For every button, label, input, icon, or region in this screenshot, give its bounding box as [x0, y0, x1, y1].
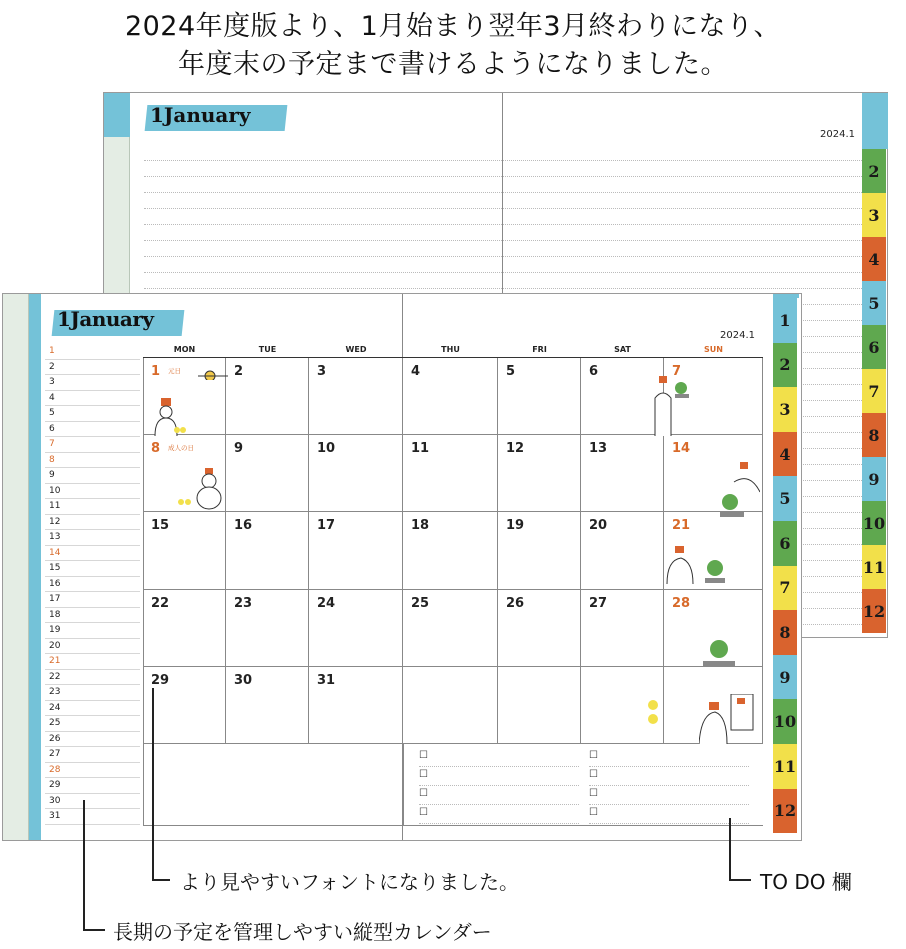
month-tab[interactable]: 10 [773, 699, 797, 744]
todo-checkbox-item[interactable]: ☐ [419, 767, 579, 786]
vertical-day-row[interactable]: 22 [45, 670, 140, 686]
vertical-day-row[interactable]: 1 [45, 344, 140, 360]
day-cell[interactable] [226, 667, 309, 744]
back-month-title: 1January [150, 103, 251, 127]
vertical-day-row[interactable]: 31 [45, 809, 140, 825]
vertical-day-row[interactable]: 3 [45, 375, 140, 391]
todo-checkbox-item[interactable]: ☐ [589, 786, 749, 805]
todo-checkbox-item[interactable]: ☐ [589, 767, 749, 786]
ruled-line [144, 145, 862, 161]
vertical-day-row[interactable]: 10 [45, 484, 140, 500]
day-cell[interactable] [226, 512, 309, 589]
day-cell[interactable] [581, 512, 664, 589]
front-spine [3, 294, 29, 840]
month-tab[interactable]: 5 [862, 281, 886, 325]
day-cell[interactable] [498, 512, 581, 589]
day-cell[interactable] [403, 358, 498, 435]
vertical-day-row[interactable]: 14 [45, 546, 140, 562]
day-cell[interactable] [309, 512, 403, 589]
day-cell[interactable] [309, 667, 403, 744]
vertical-day-row[interactable]: 24 [45, 701, 140, 717]
callout-line-todo [729, 818, 731, 880]
month-tab[interactable]: 8 [773, 610, 797, 655]
day-cell[interactable] [498, 358, 581, 435]
callout-vertical-calendar: 長期の予定を管理しやすい縦型カレンダー [113, 920, 492, 944]
month-tab[interactable]: 5 [773, 476, 797, 521]
day-cell[interactable] [498, 435, 581, 512]
weekday-label: WED [345, 345, 367, 354]
todo-checkbox-item[interactable]: ☐ [419, 805, 579, 824]
holiday-label: 成人の日 [168, 444, 194, 453]
callout-todo: TO DO 欄 [760, 870, 852, 894]
vertical-day-row[interactable]: 5 [45, 406, 140, 422]
todo-checkbox-item[interactable]: ☐ [589, 805, 749, 824]
todo-checkbox-item[interactable]: ☐ [589, 748, 749, 767]
day-number: 4 [411, 364, 421, 379]
day-cell[interactable] [143, 667, 226, 744]
month-tab[interactable]: 3 [862, 193, 886, 237]
vertical-day-row[interactable]: 29 [45, 778, 140, 794]
day-cell[interactable] [403, 435, 498, 512]
day-number: 18 [411, 518, 430, 534]
back-month-tabs [862, 93, 888, 639]
day-number: 20 [589, 518, 608, 534]
day-number: 27 [589, 595, 608, 611]
day-cell[interactable] [143, 512, 226, 589]
day-number: 21 [672, 518, 691, 534]
weekday-label: MON [173, 345, 196, 354]
callout-line-todo-end [729, 879, 751, 881]
day-number: 30 [234, 672, 253, 688]
todo-divider [403, 744, 404, 826]
month-tab[interactable]: 7 [773, 566, 797, 611]
weekday-label: SUN [704, 345, 723, 354]
vertical-day-row[interactable]: 25 [45, 716, 140, 732]
month-tab[interactable]: 9 [773, 655, 797, 700]
vertical-day-row[interactable]: 26 [45, 732, 140, 748]
day-number: 3 [317, 364, 327, 379]
mirror-character-illustration [699, 694, 761, 744]
snowman-illustration [173, 464, 233, 510]
vertical-day-row[interactable]: 23 [45, 685, 140, 701]
day-number: 10 [317, 441, 336, 457]
vertical-day-row[interactable]: 30 [45, 794, 140, 810]
todo-checkbox-item[interactable]: ☐ [419, 786, 579, 805]
day-cell[interactable] [403, 590, 498, 667]
month-tab[interactable]: 4 [862, 237, 886, 281]
day-number: 16 [234, 518, 253, 534]
day-number: 24 [317, 595, 336, 611]
sunrise-icon [198, 364, 228, 380]
holiday-label: 元日 [168, 367, 181, 375]
month-tab[interactable]: 4 [773, 432, 797, 477]
day-number: 29 [151, 672, 170, 688]
vertical-day-row[interactable]: 2 [45, 360, 140, 376]
vertical-day-row[interactable]: 15 [45, 561, 140, 577]
month-tab[interactable]: 10 [862, 501, 886, 545]
weekday-label: THU [441, 345, 460, 354]
day-cell[interactable] [226, 358, 309, 435]
day-number: 8 [151, 441, 161, 457]
chick-illustration [643, 697, 663, 727]
day-number: 17 [317, 518, 336, 534]
ruled-line [144, 177, 862, 193]
ruled-line [144, 257, 862, 273]
weekday-label: SAT [614, 345, 631, 354]
vertical-day-row[interactable]: 7 [45, 437, 140, 453]
day-number: 31 [317, 672, 336, 688]
month-tab[interactable]: 11 [862, 545, 886, 589]
vertical-day-row[interactable]: 4 [45, 391, 140, 407]
day-cell[interactable] [143, 590, 226, 667]
vertical-day-row[interactable]: 17 [45, 592, 140, 608]
month-tab[interactable]: 2 [862, 149, 886, 193]
back-spine-top [104, 93, 130, 137]
day-cell[interactable] [498, 667, 581, 744]
tab-strip-top [773, 294, 799, 298]
day-cell[interactable] [403, 667, 498, 744]
todo-area [143, 744, 763, 826]
day-number: 19 [506, 518, 525, 534]
day-cell[interactable] [226, 590, 309, 667]
month-title: 1January [57, 307, 154, 331]
bonsai-character-illustration [643, 374, 693, 436]
vertical-calendar [45, 344, 140, 825]
callout-line-vertical-end [83, 929, 105, 931]
weekday-label: FRI [532, 345, 547, 354]
month-tab[interactable]: 3 [773, 387, 797, 432]
month-tab[interactable]: 11 [773, 744, 797, 789]
vertical-day-row[interactable]: 8 [45, 453, 140, 469]
day-cell[interactable] [581, 590, 664, 667]
callout-line-font-end [152, 879, 170, 881]
character-illustration [147, 364, 187, 436]
month-tab[interactable]: 6 [773, 521, 797, 566]
day-cell[interactable] [309, 435, 403, 512]
ruled-line [144, 209, 862, 225]
front-month-tabs [773, 294, 799, 842]
ruled-line [144, 225, 862, 241]
vertical-day-row[interactable]: 27 [45, 747, 140, 763]
month-tab[interactable]: 7 [862, 369, 886, 413]
day-number: 22 [151, 595, 170, 611]
day-number: 14 [672, 441, 691, 457]
month-tab[interactable]: 9 [862, 457, 886, 501]
day-cell[interactable] [403, 512, 498, 589]
bonsai-tree-illustration [697, 639, 741, 669]
day-number: 13 [589, 441, 608, 457]
weekday-header [143, 344, 763, 358]
bonsai-character-illustration [700, 462, 760, 522]
month-tab[interactable]: 12 [773, 789, 797, 834]
vertical-day-row[interactable]: 19 [45, 623, 140, 639]
todo-checkbox-item[interactable]: ☐ [419, 748, 579, 767]
year-month-label: 2024.1 [720, 330, 755, 341]
vertical-day-row[interactable]: 18 [45, 608, 140, 624]
month-tab[interactable]: 1 [773, 298, 797, 343]
weekday-label: TUE [258, 345, 277, 354]
day-number: 26 [506, 595, 525, 611]
front-monthly-page [2, 293, 802, 841]
ruled-line [144, 273, 862, 289]
ruled-line [144, 161, 862, 177]
month-tab[interactable]: 8 [862, 413, 886, 457]
day-number: 6 [589, 364, 599, 379]
day-number: 23 [234, 595, 253, 611]
day-number: 9 [234, 441, 244, 457]
vertical-day-row[interactable]: 11 [45, 499, 140, 515]
vertical-day-row[interactable]: 28 [45, 763, 140, 779]
month-tab[interactable]: 12 [862, 589, 886, 633]
headline-line-2: 年度末の予定まで書けるようになりました。 [178, 49, 728, 80]
vertical-day-row[interactable]: 6 [45, 422, 140, 438]
day-number: 11 [411, 441, 430, 457]
day-cell[interactable] [581, 435, 664, 512]
day-number: 28 [672, 595, 691, 611]
day-number: 15 [151, 518, 170, 534]
vertical-day-row[interactable]: 13 [45, 530, 140, 546]
vertical-day-row[interactable]: 21 [45, 654, 140, 670]
callout-line-vertical [83, 800, 85, 930]
day-number: 2 [234, 364, 244, 379]
tab-strip-top [862, 93, 888, 149]
day-number: 5 [506, 364, 516, 379]
day-number: 12 [506, 441, 525, 457]
day-number: 7 [672, 364, 682, 379]
vertical-day-row[interactable]: 12 [45, 515, 140, 531]
back-year-label: 2024.1 [820, 129, 855, 140]
vertical-day-row[interactable]: 9 [45, 468, 140, 484]
day-number: 1 [151, 364, 161, 379]
day-cell[interactable] [309, 358, 403, 435]
vertical-day-row[interactable]: 16 [45, 577, 140, 593]
ruled-line [144, 241, 862, 257]
callout-font: より見やすいフォントになりました。 [180, 870, 519, 894]
day-cell[interactable] [309, 590, 403, 667]
day-number: 25 [411, 595, 430, 611]
vertical-day-row[interactable]: 20 [45, 639, 140, 655]
callout-line-font [152, 688, 154, 880]
day-cell[interactable] [498, 590, 581, 667]
day-cell[interactable] [226, 435, 309, 512]
month-tab[interactable]: 6 [862, 325, 886, 369]
headline-line-1: 2024年度版より、1月始まり翌年3月終わりになり、 [124, 11, 782, 42]
ruled-line [144, 193, 862, 209]
month-tab[interactable]: 2 [773, 343, 797, 388]
front-blue-strip [29, 294, 41, 840]
bonsai-character-illustration [663, 544, 727, 588]
